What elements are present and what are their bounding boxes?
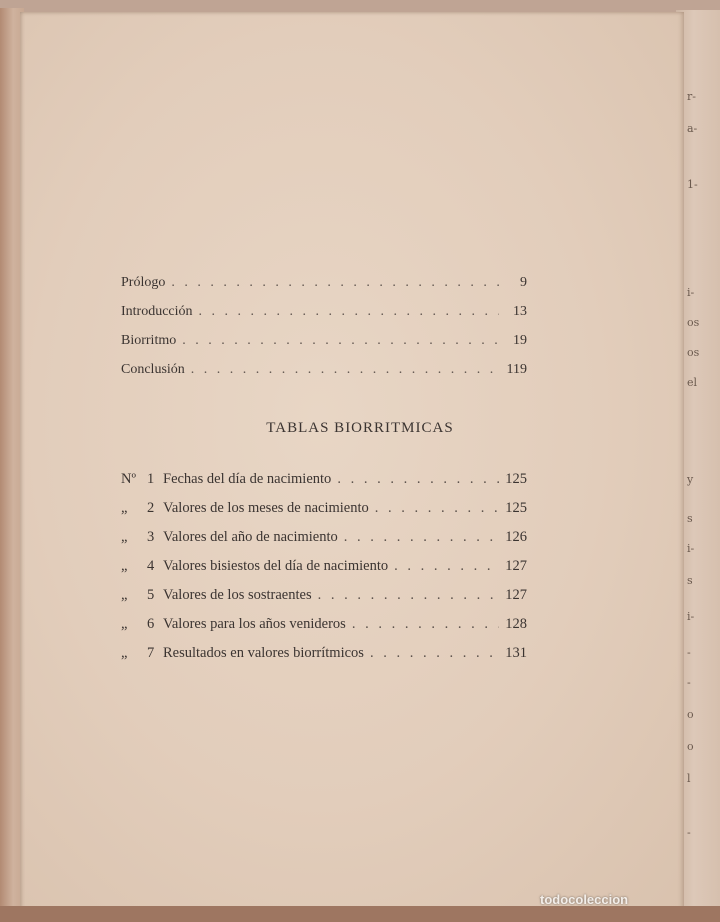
table-entry-page: 126	[505, 529, 527, 545]
table-entry-prefix: Nº	[121, 471, 136, 487]
table-entry	[121, 639, 527, 668]
toc-entry-page: 13	[513, 304, 527, 319]
right-page-fragment: a-	[687, 122, 698, 135]
table-entry-page: 131	[505, 645, 527, 661]
table-entry-page: 127	[505, 558, 527, 574]
toc-entry-title: Prólogo	[121, 275, 166, 290]
toc-entry-page: 119	[506, 362, 527, 377]
tables-heading: TABLAS BIORRITMICAS	[266, 420, 454, 436]
table-entry-number: 4	[147, 558, 155, 574]
right-page-fragment: s	[687, 512, 693, 525]
toc-entry-page: 19	[513, 333, 527, 348]
table-entry-number: 1	[147, 471, 155, 487]
table-entry-title: Fechas del día de nacimiento	[163, 471, 332, 487]
right-page-fragment: os	[687, 346, 700, 359]
toc-entry-title: Conclusión	[121, 362, 185, 377]
table-entry-page: 125	[505, 471, 527, 487]
toc-entry	[121, 297, 527, 326]
right-page-fragment: y	[687, 473, 694, 486]
table-entry-title: Valores para los años venideros	[163, 616, 346, 632]
table-entry-prefix: „	[121, 587, 128, 603]
table-entry-title: Valores bisiestos del día de nacimiento	[163, 558, 389, 574]
right-page-fragment: i-	[687, 610, 695, 623]
toc-entry-page: 9	[520, 275, 527, 290]
right-page-fragment: -	[687, 646, 691, 659]
table-entry	[121, 552, 527, 581]
book-page	[20, 12, 684, 914]
table-entry-number: 6	[147, 616, 155, 632]
table-entry-page: 125	[505, 500, 527, 516]
table-entry-page: 128	[505, 616, 527, 632]
table-entry-prefix: „	[121, 529, 128, 545]
toc-entry-title: Biorritmo	[121, 333, 177, 348]
dot-leader	[171, 268, 499, 297]
right-page-fragment: -	[687, 676, 691, 689]
table-entry-title: Valores del año de nacimiento	[163, 529, 338, 545]
right-page-fragment: o	[687, 708, 694, 721]
table-entry	[121, 465, 527, 494]
right-page-fragment: 1-	[687, 178, 698, 191]
table-entry-number: 5	[147, 587, 155, 603]
toc-entry	[121, 355, 527, 384]
right-page-fragment: el	[687, 376, 698, 389]
right-page-fragment: i-	[687, 286, 695, 299]
table-entry-title: Valores de los meses de nacimiento	[163, 500, 369, 516]
dot-leader	[199, 297, 499, 326]
table-entry-prefix: „	[121, 645, 128, 661]
toc-entry	[121, 268, 527, 297]
table-entry-number: 2	[147, 500, 155, 516]
dot-leader	[191, 355, 499, 384]
table-entry-number: 7	[147, 645, 155, 661]
right-page-fragment: o	[687, 740, 694, 753]
table-entry-number: 3	[147, 529, 155, 545]
dot-leader	[182, 326, 499, 355]
book-bottom-edge	[0, 906, 720, 922]
table-entry-title: Valores de los sostraentes	[163, 587, 312, 603]
right-page-fragment: r-	[687, 90, 696, 103]
table-of-contents	[121, 268, 527, 384]
dot-leader	[352, 610, 499, 639]
dot-leader	[370, 639, 499, 668]
table-entry-title: Resultados en valores biorrítmicos	[163, 645, 364, 661]
dot-leader	[375, 494, 499, 523]
dot-leader	[337, 465, 499, 494]
toc-entry	[121, 326, 527, 355]
dot-leader	[344, 523, 499, 552]
right-page-fragment: -	[687, 826, 691, 839]
toc-entry-title: Introducción	[121, 304, 193, 319]
dot-leader	[394, 552, 499, 581]
table-entry	[121, 581, 527, 610]
right-page-fragment: s	[687, 574, 693, 587]
table-entry-page: 127	[505, 587, 527, 603]
right-page-fragment: l	[687, 772, 691, 785]
table-entry-prefix: „	[121, 616, 128, 632]
dot-leader	[318, 581, 499, 610]
watermark: todocoleccion	[540, 892, 629, 907]
table-entry-prefix: „	[121, 500, 128, 516]
right-page-fragment: i-	[687, 542, 695, 555]
table-entry	[121, 610, 527, 639]
table-entry-prefix: „	[121, 558, 128, 574]
right-page-fragment: os	[687, 316, 700, 329]
table-entry	[121, 523, 527, 552]
table-entry	[121, 494, 527, 523]
tables-list	[121, 465, 527, 668]
